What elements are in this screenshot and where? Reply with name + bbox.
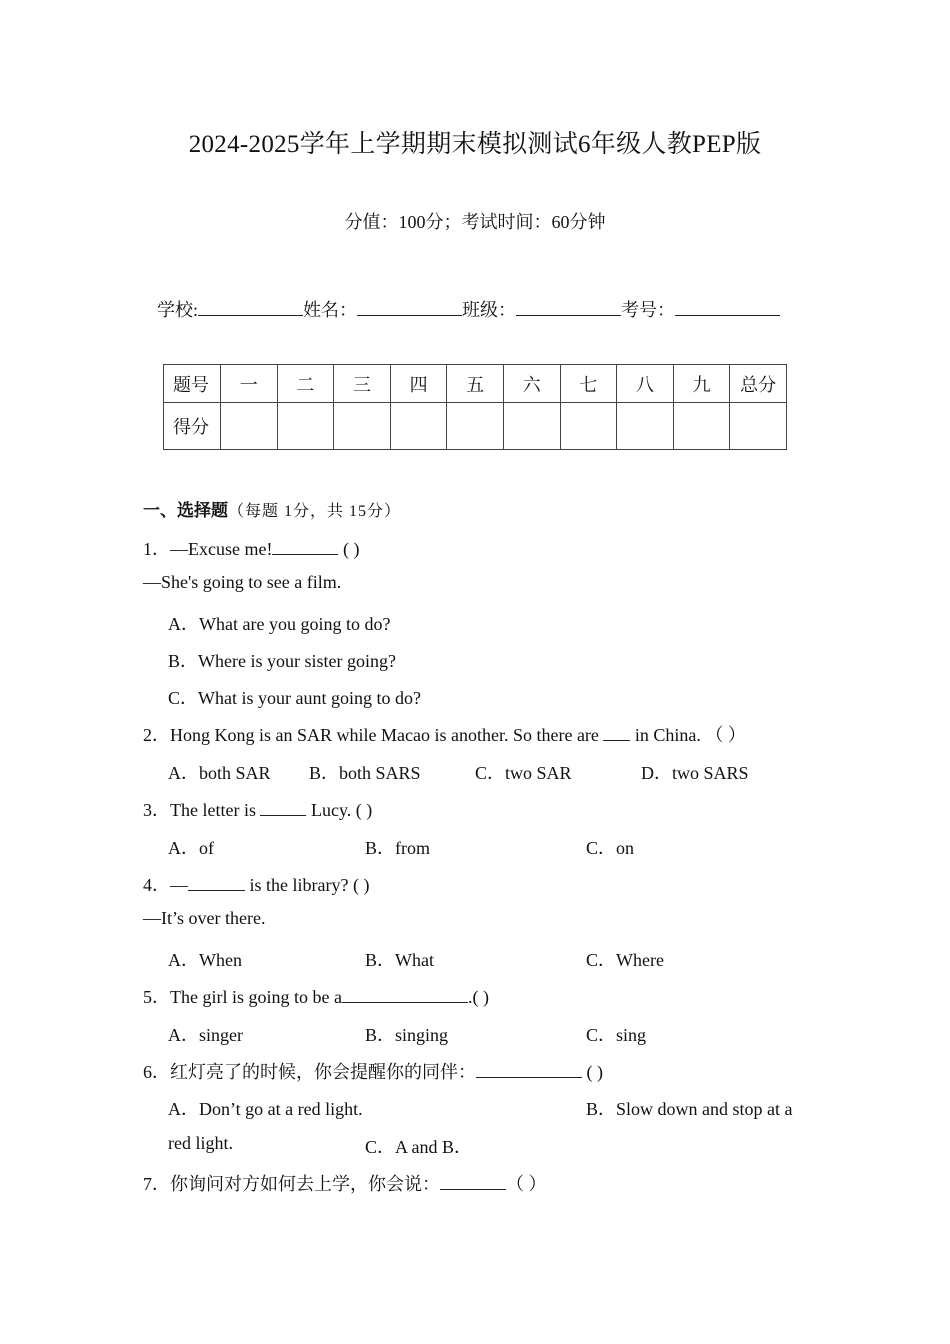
option-c: C．two SAR [475,763,572,783]
score-table-header-cell: 四 [390,365,447,403]
question-stem: 4．— [143,875,188,895]
question-stem: 7．你询问对方如何去上学，你会说： [143,1174,440,1194]
answer-blank[interactable] [260,799,306,816]
score-table-header-cell: 七 [560,365,617,403]
score-table-header-cell: 九 [673,365,730,403]
question-stem-end: is the library? ( ) [249,875,370,895]
score-cell[interactable] [673,403,730,450]
option-b: B．Where is your sister going? [168,651,396,671]
option-b: B．singing [365,1025,449,1045]
score-cell[interactable] [277,403,334,450]
score-cell[interactable] [617,403,674,450]
answer-blank[interactable] [188,874,245,891]
option-a: A．What are you going to do? [168,614,391,634]
option-a: A．singer [168,1025,243,1045]
option-b: B．from [365,838,430,858]
name-blank[interactable] [357,297,462,316]
option-c: C．What is your aunt going to do? [168,688,421,708]
exam-subtitle: 分值：100分；考试时间：60分钟 [344,212,606,232]
question-stem: 2．Hong Kong is an SAR while Macao is another. So there are [143,725,599,745]
option-a: A．When [168,950,242,970]
answer-blank[interactable] [342,986,468,1003]
answer-paren: ( ) [342,539,360,559]
score-table-header-row [164,365,787,403]
score-cell[interactable] [503,403,560,450]
option-d: D．two SARS [641,763,749,783]
question-stem: 6．红灯亮了的时候，你会提醒你的同伴： [143,1062,476,1082]
option-a: A．both SAR [168,763,271,783]
answer-paren: （ ） [506,1174,547,1194]
answer-blank[interactable] [476,1061,582,1078]
score-table-header-cell: 五 [447,365,504,403]
question-stem: 1．—Excuse me! [143,539,273,559]
question-stem-end: .( ) [467,987,489,1007]
score-table-header-cell: 六 [503,365,560,403]
class-blank[interactable] [516,297,621,316]
answer-blank[interactable] [603,724,630,741]
answer-blank[interactable] [272,538,338,555]
question-stem: 5．The girl is going to be a [143,987,342,1007]
score-cell[interactable] [334,403,391,450]
option-b: B．both SARS [309,763,421,783]
class-label: 班级： [462,300,517,320]
question-stem-end: Lucy. ( ) [310,800,373,820]
score-table [163,364,787,450]
option-b-continued: red light. [168,1133,233,1153]
question-6 [143,1058,603,1084]
answer-paren: ( ) [586,1062,603,1082]
school-label: 学校: [157,300,199,320]
score-cell[interactable] [390,403,447,450]
student-info-line [157,296,780,322]
option-b: B．Slow down and stop at a [586,1099,793,1119]
answer-paren: （ ） [705,725,746,745]
school-blank[interactable] [198,297,303,316]
question-4 [143,871,369,897]
question-3 [143,796,372,822]
option-c: C．Where [586,950,664,970]
option-a: A．Don’t go at a red light. [168,1099,363,1119]
score-table-header-cell: 题号 [164,365,221,403]
question-1-reply: —She's going to see a film. [143,572,342,592]
score-table-header-cell: 八 [617,365,674,403]
answer-blank[interactable] [440,1173,506,1190]
question-stem: 3．The letter is [143,800,256,820]
option-c: C．sing [586,1025,647,1045]
question-1 [143,535,359,561]
score-table-header-cell: 一 [221,365,278,403]
section-note: （每题 1分，共 15分） [228,503,402,520]
question-5 [143,983,489,1009]
question-stem-end: in China. [634,725,701,745]
score-cell[interactable] [730,403,787,450]
question-7 [143,1170,547,1196]
score-cell[interactable] [447,403,504,450]
option-c: C．on [586,838,635,858]
option-b: B．What [365,950,434,970]
option-c: C．A and B． [365,1137,473,1157]
score-table-header-cell: 二 [277,365,334,403]
score-cell[interactable] [221,403,278,450]
page-title: 2024-2025学年上学期期末模拟测试6年级人教PEP版 [188,131,762,158]
name-label: 姓名： [303,300,358,320]
question-2 [143,721,746,747]
score-cell[interactable] [560,403,617,450]
option-a: A．of [168,838,214,858]
score-row-label: 得分 [164,403,221,450]
section-heading [143,496,401,521]
score-table-header-cell: 总分 [730,365,787,403]
question-4-reply: —It’s over there. [143,908,266,928]
number-blank[interactable] [675,297,780,316]
section-title: 一、选择题 [143,501,228,521]
score-table-score-row [164,403,787,450]
score-table-header-cell: 三 [334,365,391,403]
number-label: 考号： [621,300,676,320]
